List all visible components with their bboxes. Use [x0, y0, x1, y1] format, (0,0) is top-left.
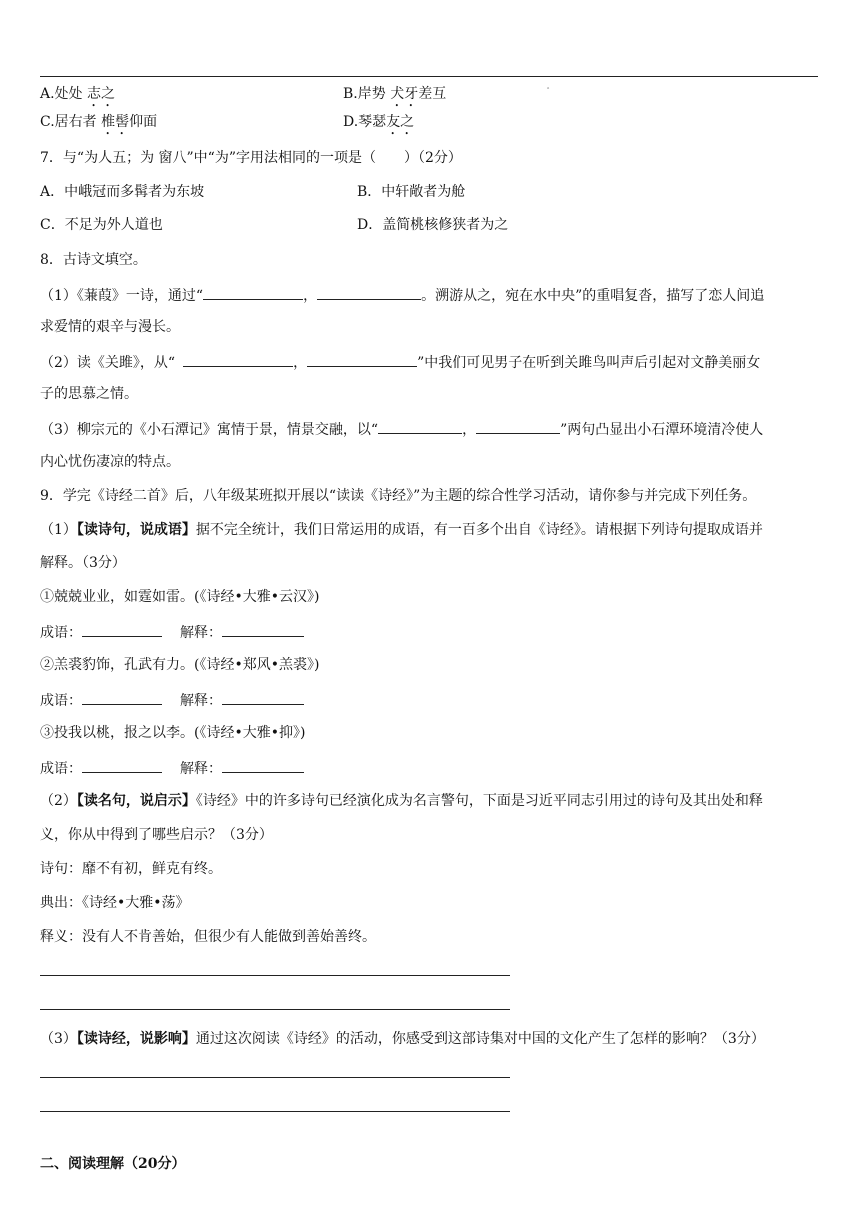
answer-line[interactable] [40, 1077, 510, 1078]
option-text: B.岸势 [343, 86, 386, 102]
fill-blank[interactable] [378, 418, 462, 434]
q9-sub2 [40, 791, 763, 811]
q8-part2-cont: 子的思慕之情。 [40, 386, 138, 402]
q8-text: ， [293, 355, 308, 371]
q8-text: ”中我们可见男子在听到关雎鸟叫声后引起对文静美丽女 [417, 355, 761, 371]
task-tag: 【读名句，说启示】 [76, 793, 196, 809]
q9-text: 据不完全统计，我们日常运用的成语，有一百多个出自《诗经》。请根据下列诗句提取成语并 [195, 522, 763, 538]
task-tag: 【读诗经，说影响】 [76, 1031, 196, 1047]
explain-blank[interactable] [222, 689, 304, 705]
verse-quote: 诗句：靡不有初，鲜克有终。 [40, 861, 222, 877]
q6-option-d [343, 112, 414, 138]
q9-stem: 9．学完《诗经二首》后，八年级某班拟开展以“读读《诗经》”为主题的综合性学习活动，请你参与并完成下列任务。 [40, 488, 757, 504]
q8-title: 8．古诗文填空。 [40, 252, 147, 268]
fill-blank[interactable] [183, 351, 293, 367]
explain-blank[interactable] [222, 757, 304, 773]
answer-row-1 [40, 621, 304, 643]
answer-line[interactable] [40, 1111, 510, 1112]
q8-text: ， [462, 422, 477, 438]
q8-text: （3）柳宗元的《小石潭记》寓情于景，情景交融，以“ [40, 422, 379, 438]
q8-text: （2）读《关雎》，从“ [40, 355, 176, 371]
answer-row-2 [40, 689, 304, 711]
q8-text: （1）《蒹葭》一诗，通过“ [40, 288, 204, 304]
answer-line[interactable] [40, 975, 510, 976]
option-text: A.处处 [40, 86, 83, 102]
verse-meaning: 释义：没有人不肯善始，但很少有人能做到善始善终。 [40, 929, 376, 945]
q9-sub3 [40, 1029, 765, 1049]
q7-stem: 7．与“为人五；为 窗八”中“为”字用法相同的一项是（ ）（2分） [40, 150, 462, 166]
q8-text: ， [303, 288, 318, 304]
q8-text: 。溯游从之，宛在水中央”的重唱复沓，描写了恋人间追 [421, 288, 765, 304]
q8-part2 [40, 351, 760, 373]
task-tag: 【读诗句，说成语】 [76, 522, 196, 538]
q9-sub1-cont: 解释。（3分） [40, 555, 126, 571]
q6-option-b [343, 84, 446, 110]
explain-blank[interactable] [222, 621, 304, 637]
verse-source: 典出：《诗经•大雅•荡》 [40, 895, 190, 911]
section-heading: 二、阅读理解（20分） [40, 1156, 186, 1172]
fill-blank[interactable] [203, 284, 303, 300]
q8-part3 [40, 418, 763, 440]
emphasized-word: 犬牙 [390, 86, 419, 102]
verse-3: ③投我以桃，报之以李。(《诗经•大雅•抑》) [40, 725, 306, 741]
option-text: 差互 [418, 86, 447, 102]
q8-part1 [40, 284, 764, 306]
idiom-label: 成语： [40, 693, 82, 709]
idiom-blank[interactable] [82, 757, 162, 773]
idiom-blank[interactable] [82, 621, 162, 637]
idiom-blank[interactable] [82, 689, 162, 705]
q7-option-c: C．不足为外人道也 [40, 217, 163, 233]
idiom-label: 成语： [40, 625, 82, 641]
option-text: C.居右者 [40, 114, 97, 130]
q7-option-a: A．中峨冠而多髯者为东坡 [40, 184, 205, 200]
explain-label: 解释： [180, 761, 222, 777]
q9-sub2-cont: 义，你从中得到了哪些启示？（3分） [40, 827, 273, 843]
q8-text: ”两句凸显出小石潭环境清冷使人 [560, 422, 764, 438]
fill-blank[interactable] [317, 284, 421, 300]
option-text: 仰面 [129, 114, 158, 130]
stray-mark: ᵃ [547, 86, 550, 93]
answer-row-3 [40, 757, 304, 779]
option-text: D.琴瑟 [343, 114, 387, 130]
q7-option-d: D．盖简桃核修狭者为之 [357, 217, 509, 233]
q9-sub1 [40, 520, 763, 540]
answer-line[interactable] [40, 1009, 510, 1010]
idiom-label: 成语： [40, 761, 82, 777]
q8-part3-cont: 内心忧伤凄凉的特点。 [40, 454, 180, 470]
q9-text: 通过这次阅读《诗经》的活动，你感受到这部诗集对中国的文化产生了怎样的影响？（3分） [195, 1031, 765, 1047]
q6-option-c [40, 112, 157, 138]
fill-blank[interactable] [476, 418, 560, 434]
verse-2: ②羔裘豹饰，孔武有力。(《诗经•郑风•羔裘》) [40, 657, 320, 673]
q9-text: （1） [40, 522, 77, 538]
explain-label: 解释： [180, 693, 222, 709]
emphasized-word: 志之 [87, 86, 116, 102]
q9-text: 《诗经》中的许多诗句已经演化成为名言警句，下面是习近平同志引用过的诗句及其出处和释 [195, 793, 763, 809]
q7-option-b: B．中轩敞者为舱 [357, 184, 466, 200]
emphasized-word: 椎髻 [101, 114, 130, 130]
explain-label: 解释： [180, 625, 222, 641]
q9-text: （2） [40, 793, 77, 809]
fill-blank[interactable] [307, 351, 417, 367]
top-divider [40, 76, 818, 77]
q8-part1-cont: 求爱情的艰辛与漫长。 [40, 319, 180, 335]
q9-text: （3） [40, 1031, 77, 1047]
emphasized-word: 友之 [386, 114, 415, 130]
q6-option-a [40, 84, 115, 110]
verse-1: ①兢兢业业，如霆如雷。(《诗经•大雅•云汉》) [40, 589, 320, 605]
